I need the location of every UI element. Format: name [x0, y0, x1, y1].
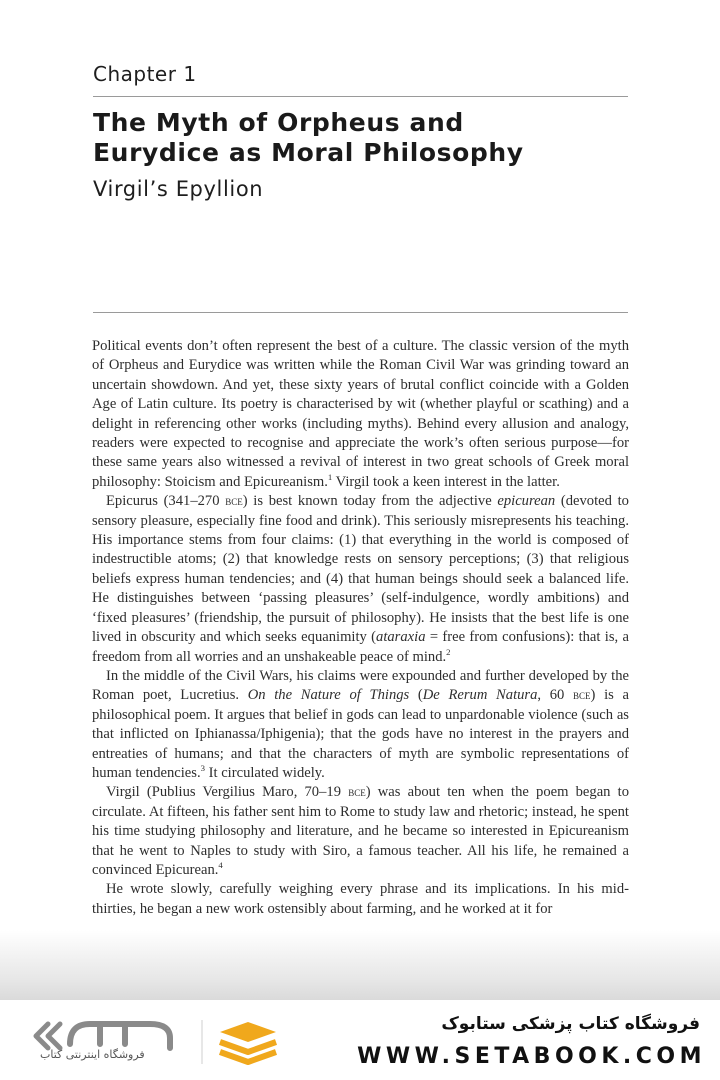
italic-term: epicurean: [497, 493, 556, 510]
era-abbrev: bce: [573, 688, 591, 703]
store-url-link[interactable]: WWW.SETABOOK.COM: [357, 1044, 706, 1069]
paragraph-3: In the middle of the Civil Wars, his claims were expounded and further developed by the Roman poet, Lucretius. On the Nature of Things (De Rerum Natura, 60 bce) is a philosophical poem. It argues that belief in gods can lead to unpardonable violence (such as that inflicted on Iphianassa/Iphigenia); that the gods have no interest in the prayers and entreaties of humans; and that the characters of myth are symbolic representations of human tendencies.$^3$ It circulated widely.: [92, 667, 629, 781]
footnote-ref[interactable]: 4: [218, 860, 223, 871]
chapter-title: [93, 108, 633, 168]
store-name: فروشگاه کتاب پزشکی ستابوک: [441, 1014, 700, 1034]
italic-title: On the Nature of Things: [247, 687, 410, 704]
store-banner[interactable]: [0, 1000, 720, 1080]
bottom-rule: [93, 312, 628, 313]
era-abbrev: bce: [348, 785, 366, 800]
setabook-logo[interactable]: [30, 1014, 290, 1070]
italic-title: De Rerum Natura: [422, 687, 538, 704]
chapter-title-line-2: Eurydice as Moral Philosophy: [93, 138, 524, 167]
top-rule: [93, 96, 628, 97]
logo-subtitle: فروشگاه اینترنتی کتاب: [40, 1048, 145, 1061]
footnote-ref[interactable]: 1: [327, 471, 333, 482]
italic-term: ataraxia: [376, 629, 426, 646]
footnote-ref[interactable]: 3: [200, 763, 205, 774]
era-abbrev: bce: [225, 494, 243, 509]
chapter-label: Chapter 1: [93, 62, 197, 86]
paragraph-5: He wrote slowly, carefully weighing every phrase and its implications. In his mid-thirties, he began a new work ostensibly about farming, and he worked at it for: [92, 881, 629, 917]
footnote-ref[interactable]: 2: [446, 646, 451, 657]
paragraph-4: Virgil (Publius Vergilius Maro, 70–19 bce) was about ten when the poem began to circulate. At fifteen, his father sent him to Rome to study law and rhetoric; instead, he spent his time studying philosophy and literature, and he became so interested in Epicureanism that he went to Naples to study with Siro, a famous teacher. All his life, he remained a convinced Epicurean.$^4$: [92, 784, 629, 878]
chapter-title-line-1: The Myth of Orpheus and: [93, 108, 464, 137]
body-text: [92, 337, 629, 919]
chapter-subtitle: Virgil’s Epyllion: [93, 177, 264, 201]
setabook-logo-icon: [30, 1014, 290, 1070]
paragraph-1: Political events don’t often represent the best of a culture. The classic version of the myth of Orpheus and Eurydice was written while the Roman Civil War was grinding toward an uncertain showdown. And yet, these sixty years of brutal conflict coincide with a Golden Age of Latin culture. Its poetry is characterised by wit (whether playful or scathing) and a delight in referencing other works (including myths). Behind every allusion and analogy, readers were expected to recognise and appreciate the work’s often serious purpose—for these same years also witnessed a revival of interest in two great schools of Greek moral philosophy: Stoicism and Epicureanism.$^1$ Virgil took a keen interest in the latter.: [92, 338, 629, 490]
paragraph-2: Epicurus (341–270 bce) is best known today from the adjective epicurean (devoted to sensory pleasure, especially fine food and drink). This seriously misrepresents his teaching. His importance stems from four claims: (1) that everything in the world is composed of indestructible atoms; (2) that knowledge rests on sensory perceptions; (3) that religious beliefs express human tendencies; and (4) that human beings should seek a balanced life. He distinguishes between ‘passing pleasures’ (self-indulgence, wordly ambitions) and ‘fixed pleasures’ (friendship, the pursuit of philosophy). He insists that the best life is one lived in obscurity and which seeks equanimity (ataraxia = free from confusions): that is, a freedom from all worries and an unshakeable peace of mind.$^2$: [92, 493, 629, 665]
page-bottom-shadow: [0, 930, 720, 1002]
